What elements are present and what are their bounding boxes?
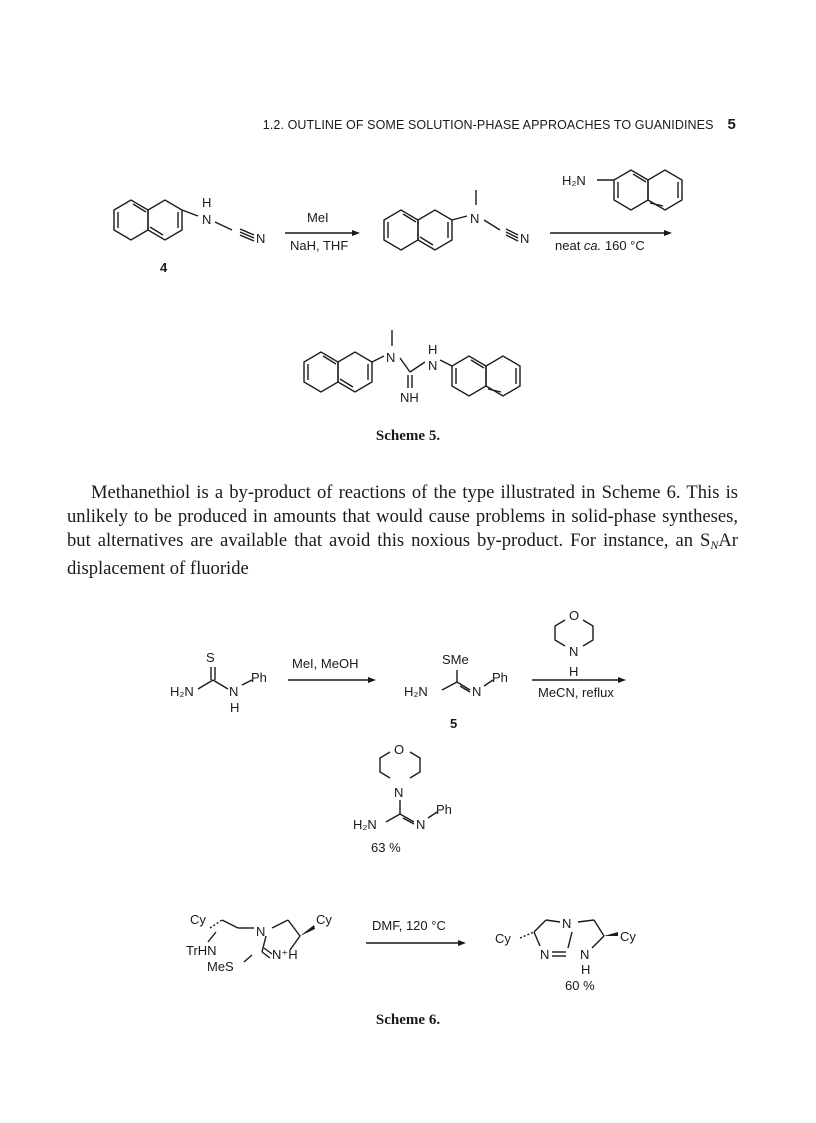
- yield-63: 63 %: [371, 840, 401, 855]
- reagent-neat-conditions: neat ca. 160 °C: [555, 238, 645, 253]
- atom-nh-product: NH: [400, 390, 419, 405]
- reagent-h2n: H₂N: [562, 173, 586, 188]
- atom-ph-thiourea: Ph: [251, 670, 267, 685]
- atom-cy-substrate: Cy: [316, 912, 332, 927]
- atom-sme: SMe: [442, 652, 469, 667]
- atom-ph-product: Ph: [436, 802, 452, 817]
- naphthalene-ring-2: [384, 190, 518, 250]
- naphthalene-ring-1: [114, 200, 254, 241]
- scheme-5-caption: Scheme 5.: [375, 428, 441, 444]
- reagent-mecn-reflux: MeCN, reflux: [538, 685, 614, 700]
- atom-mes: MeS: [207, 959, 234, 974]
- atom-n-nitrile-2: N: [520, 231, 530, 246]
- reagent-dmf: DMF, 120 °C: [372, 918, 446, 933]
- atom-n-product-guan: N: [416, 817, 426, 832]
- atom-h-product: H: [428, 342, 438, 357]
- atom-cy-hashed-substrate: Cy: [190, 912, 206, 927]
- atom-h2n-product: H₂N: [353, 817, 377, 832]
- atom-n-bicyclic-right: N: [580, 947, 590, 962]
- atom-n-nitrile-4: N: [256, 231, 266, 246]
- scheme-5: [0, 140, 816, 440]
- atom-n-morpholine: N: [569, 644, 579, 659]
- naphthalene-ring-4: [452, 356, 520, 396]
- atom-cy-product: Cy: [620, 929, 636, 944]
- atom-n-product-1: N: [386, 350, 396, 365]
- atom-trhn: TrHN: [186, 943, 217, 958]
- atom-n-thiourea: N: [229, 684, 239, 699]
- atom-h-thiourea: H: [230, 700, 240, 715]
- atom-cy-hashed-product: Cy: [495, 931, 511, 946]
- atom-nplush: N⁺H: [272, 947, 298, 962]
- atom-h2n-isothiourea: H₂N: [404, 684, 428, 699]
- compound-label-4: 4: [160, 260, 168, 275]
- morpholine-reagent: [555, 620, 593, 646]
- atom-o-morpholine: O: [569, 608, 580, 623]
- atom-n-methyl: N: [470, 211, 480, 226]
- scheme-6-caption: Scheme 6.: [375, 1012, 441, 1028]
- atom-o-product: O: [394, 742, 405, 757]
- atom-ph-isothiourea: Ph: [492, 670, 508, 685]
- running-head-title: 1.2. OUTLINE OF SOME SOLUTION-PHASE APPROACHES TO GUANIDINES: [262, 118, 714, 132]
- compound-label-5: 5: [450, 716, 458, 731]
- atom-n-isothiourea: N: [472, 684, 482, 699]
- thiourea: [198, 667, 252, 689]
- atom-h-4: H: [202, 195, 212, 210]
- atom-n-substrate: N: [256, 924, 266, 939]
- atom-n-product-morph: N: [394, 785, 404, 800]
- morpholinoguanidine: [380, 752, 437, 824]
- atom-n-product-2: N: [428, 358, 438, 373]
- atom-n-bicyclic-top: N: [562, 916, 572, 931]
- reagent-mei: MeI: [307, 210, 329, 225]
- atom-s: S: [206, 650, 215, 665]
- running-head: [0, 116, 736, 133]
- naphthylamine-reagent: [597, 170, 682, 210]
- atom-n-4: N: [202, 212, 212, 227]
- atom-h-bicyclic: H: [581, 962, 591, 977]
- body-paragraph: Methanethiol is a by-product of reactions of the type illustrated in Scheme 6. This is unlikely to be produced in amounts that would cause problems in solid-phase syntheses, but alternatives are available that avoid this noxious by-product. For instance, an $S_NAr$ displacement of fluoride: [67, 482, 738, 579]
- atom-h-morpholine: H: [569, 664, 579, 679]
- reagent-nah-thf: NaH, THF: [290, 238, 349, 253]
- reagent-mei-meoh: MeI, MeOH: [292, 656, 359, 671]
- isothiourea: [442, 670, 493, 692]
- page-number: 5: [727, 116, 736, 133]
- atom-n-bicyclic-left: N: [540, 947, 550, 962]
- yield-60: 60 %: [565, 978, 595, 993]
- atom-h2n-thiourea: H₂N: [170, 684, 194, 699]
- scheme-6: [0, 600, 816, 1030]
